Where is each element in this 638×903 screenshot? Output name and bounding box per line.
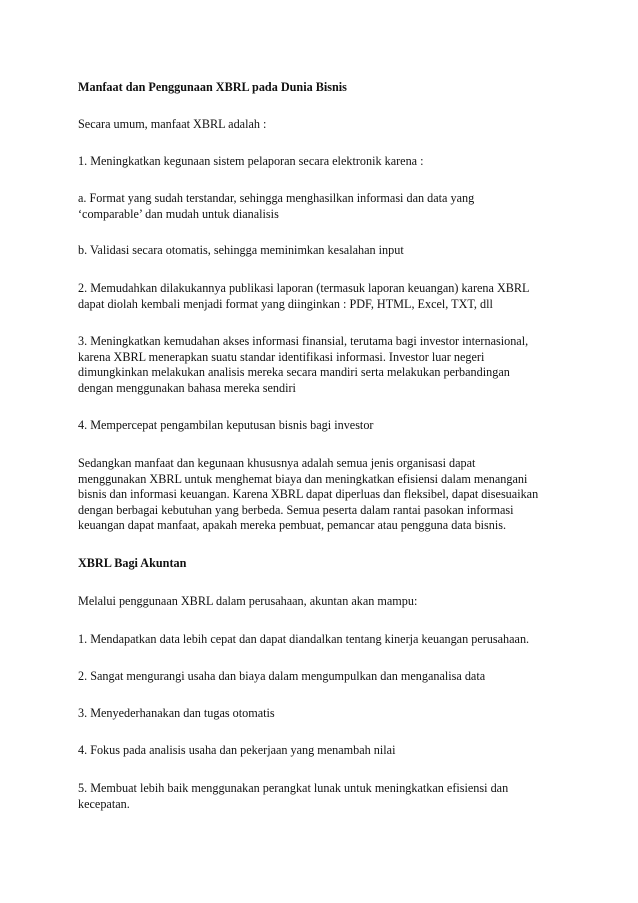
closing-line: keuangan dapat manfaat, apakah mereka pembuat, pemancar atau pengguna data bisnis. — [78, 518, 507, 533]
closing-line: bisnis dan informasi keuangan. Karena XBRL dapat diperluas dan fleksibel, dapat disesuaikan — [78, 487, 539, 502]
list-item-3-line: karena XBRL menerapkan suatu standar identifikasi informasi. Investor luar negeri — [78, 349, 485, 364]
list-item-1a-line: a. Format yang sudah terstandar, sehingga menghasilkan informasi dan data yang — [78, 191, 475, 205]
heading-xbrl-benefits: Manfaat dan Penggunaan XBRL pada Dunia Bisnis — [78, 80, 347, 94]
list-item-3-line: dimungkinkan melakukan analisis mereka secara mandiri serta melakukan perbandingan — [78, 365, 510, 380]
accountant-item-5-line: kecepatan. — [78, 796, 130, 811]
closing-line: Sedangkan manfaat dan kegunaan khususnya adalah semua jenis organisasi dapat — [78, 456, 476, 470]
heading-xbrl-accountants: XBRL Bagi Akuntan — [78, 556, 187, 570]
list-item-3 — [78, 334, 578, 396]
list-item-3-line: 3. Meningkatkan kemudahan akses informasi finansial, terutama bagi investor internasional, — [78, 334, 529, 348]
list-item-1a — [78, 191, 578, 222]
list-item-3-line: dengan menggunakan bahasa mereka sendiri — [78, 380, 296, 395]
accountant-item-4: 4. Fokus pada analisis usaha dan pekerjaan yang menambah nilai — [78, 743, 396, 757]
list-item-1: 1. Meningkatkan kegunaan sistem pelaporan secara elektronik karena : — [78, 154, 424, 168]
accountant-item-5-line: 5. Membuat lebih baik menggunakan perangkat lunak untuk meningkatkan efisiensi dan — [78, 781, 509, 795]
closing-line: dengan berbagai kebutuhan yang berbeda. Semua peserta dalam rantai pasokan informasi — [78, 502, 514, 517]
list-item-2 — [78, 281, 578, 312]
list-item-4: 4. Mempercepat pengambilan keputusan bisnis bagi investor — [78, 418, 374, 432]
accountant-item-1: 1. Mendapatkan data lebih cepat dan dapat diandalkan tentang kinerja keuangan perusahaan. — [78, 632, 530, 646]
list-item-2-line: dapat diolah kembali menjadi format yang diinginkan : PDF, HTML, Excel, TXT, dll — [78, 296, 493, 311]
list-item-2-line: 2. Memudahkan dilakukannya publikasi laporan (termasuk laporan keuangan) karena XBRL — [78, 281, 530, 295]
intro-accountants: Melalui penggunaan XBRL dalam perusahaan, akuntan akan mampu: — [78, 594, 418, 608]
list-item-1b: b. Validasi secara otomatis, sehingga meminimkan kesalahan input — [78, 243, 404, 257]
intro-paragraph: Secara umum, manfaat XBRL adalah : — [78, 117, 267, 131]
closing-paragraph — [78, 456, 578, 534]
accountant-item-2: 2. Sangat mengurangi usaha dan biaya dalam mengumpulkan dan menganalisa data — [78, 669, 486, 683]
accountant-item-3: 3. Menyederhanakan dan tugas otomatis — [78, 706, 275, 720]
closing-line: menggunakan XBRL untuk menghemat biaya dan meningkatkan efisiensi dalam menangani — [78, 471, 528, 486]
list-item-1a-line: ‘comparable’ dan mudah untuk dianalisis — [78, 206, 279, 221]
accountant-item-5 — [78, 781, 578, 812]
